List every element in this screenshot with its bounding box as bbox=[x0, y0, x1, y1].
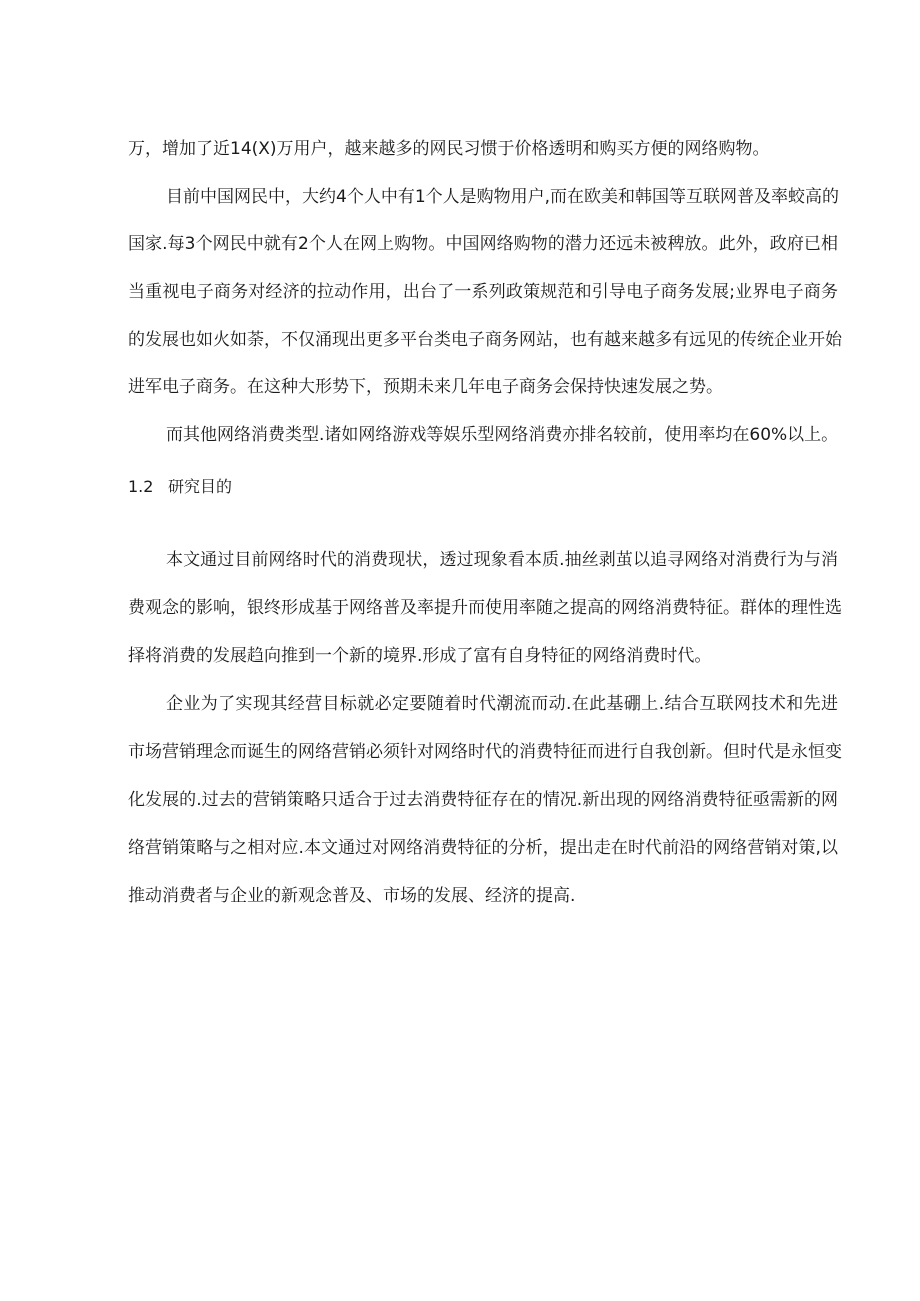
para2-line-4: 的发展也如火如荼，不仅涌现出更多平台类电子商务网站，也有越来越多有远见的传统企业开始 bbox=[128, 330, 842, 350]
para4-line-3: 择将消费的发展趋向推到一个新的境界.形成了富有自身特征的网络消费时代。 bbox=[128, 646, 712, 666]
para4-line-2: 费观念的影响，银终形成基于网络普及率提升而使用率随之提高的网络消费特征。群体的理性选 bbox=[128, 598, 842, 618]
para2-line-3: 当重视电子商务对经济的拉动作用，出台了一系列政策规范和引导电子商务发展;业界电子商务 bbox=[128, 282, 838, 302]
para1-line-1: 万，增加了近14(X)万用户，越来越多的网民习惯于价格透明和购买方便的网络购物。 bbox=[128, 139, 770, 159]
section-number: 1.2 bbox=[128, 477, 154, 496]
para3-line-1: 而其他网络消费类型.诸如网络游戏等娱乐型网络消费亦排名较前，使用率均在60%以上。 bbox=[166, 425, 839, 445]
para5-line-3: 化发展的.过去的营销策略只适合于过去消费特征存在的情况.新出现的网络消费特征亟需新的网 bbox=[128, 790, 838, 810]
section-title: 研究目的 bbox=[168, 477, 233, 496]
para4-line-1: 本文通过目前网络时代的消费现状，透过现象看本质.抽丝剥茧以追寻网络对消费行为与消 bbox=[166, 550, 838, 570]
section-heading bbox=[128, 475, 232, 499]
para5-line-2: 市场营销理念而诞生的网络营销必须针对网络时代的消费特征而进行自我创新。但时代是永恒变 bbox=[128, 742, 842, 762]
para2-line-5: 进军电子商务。在这种大形势下，预期未来几年电子商务会保持快速发展之势。 bbox=[128, 377, 723, 397]
para5-line-5: 推动消费者与企业的新观念普及、市场的发展、经济的提高. bbox=[128, 886, 576, 906]
para2-line-1: 目前中国网民中，大约4个人中有1个人是购物用户,而在欧美和韩国等互联网普及率蛟高的 bbox=[166, 187, 840, 207]
para5-line-1: 企业为了实现其经营目标就必定要随着时代潮流而动.在此基硼上.结合互联网技术和先进 bbox=[166, 694, 838, 714]
para2-line-2: 国家.每3个网民中就有2个人在网上购物。中国网络购物的潜力还远未被稗放。此外，政府已相 bbox=[128, 234, 838, 254]
para5-line-4: 络营销策略与之相对应.本文通过对网络消费特征的分析，提出走在时代前沿的网络营销对策,以 bbox=[128, 838, 838, 858]
